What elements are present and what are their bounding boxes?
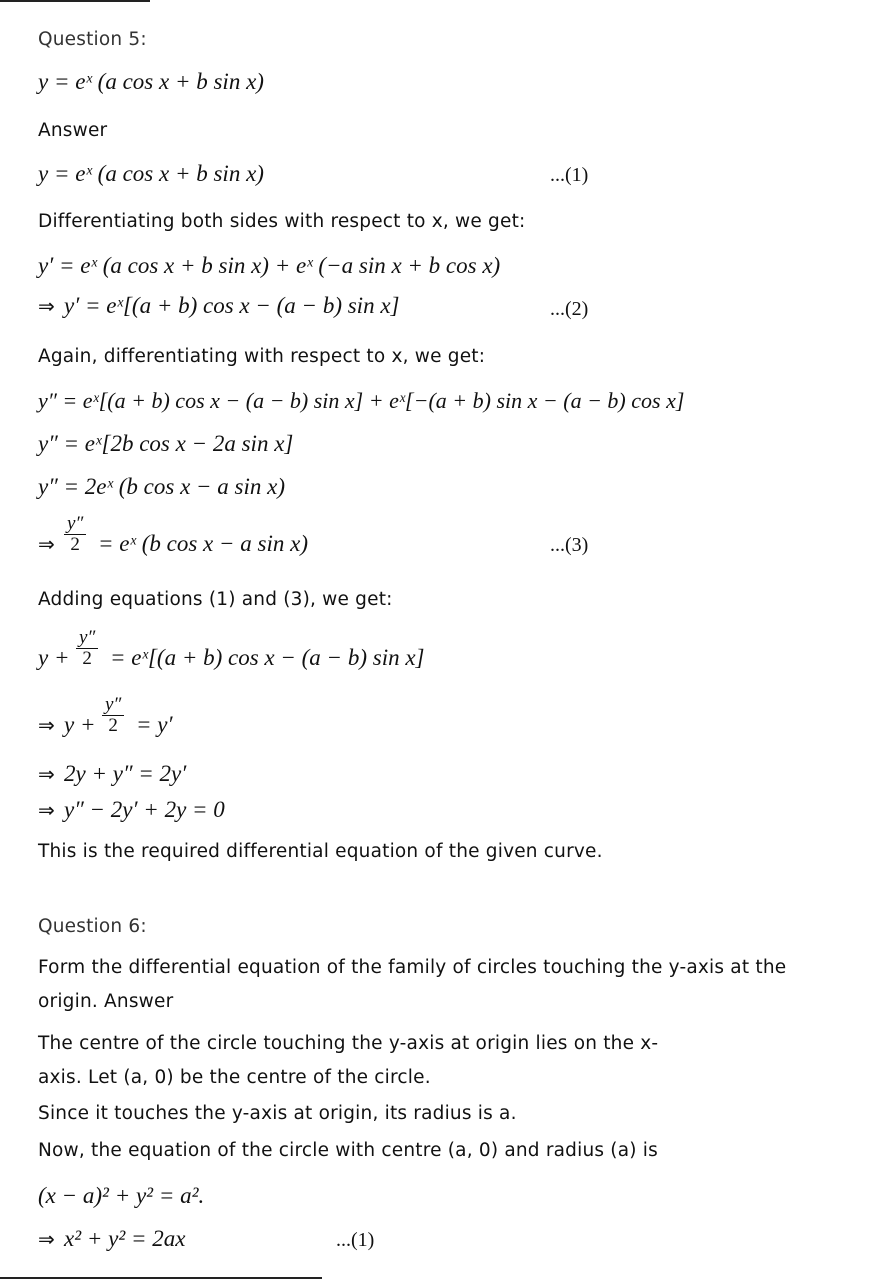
step-3-equation: y″ − 2y′ + 2y = 0 xyxy=(64,797,225,822)
answer-label: Answer xyxy=(38,120,108,141)
step-2-equation: 2y + y″ = 2y′ xyxy=(64,761,187,786)
second-derivative-line-1: y″ = eˣ[(a + b) cos x − (a − b) sin x] + eˣ[−(a + b) sin x − (a − b) cos x] xyxy=(38,388,685,413)
implies-arrow: ⇒ xyxy=(38,532,55,556)
fraction-numerator: y″ xyxy=(64,514,86,535)
question-5-heading: Question 5: xyxy=(38,29,147,50)
implies-arrow: ⇒ xyxy=(38,294,55,318)
second-derivative-line-4: = eˣ (b cos x − a sin x) xyxy=(98,531,308,556)
fraction-numerator: y″ xyxy=(76,628,98,649)
equation-1-tag: ...(1) xyxy=(550,164,589,186)
fraction-denominator: 2 xyxy=(82,648,92,669)
second-derivative-line-2: y″ = eˣ[2b cos x − 2a sin x] xyxy=(38,431,294,456)
q6-paragraph-1-line-2: axis. Let (a, 0) be the centre of the circle. xyxy=(38,1067,431,1088)
implies-arrow: ⇒ xyxy=(38,1227,55,1251)
step-1-rhs: = y′ xyxy=(136,712,173,737)
implies-arrow: ⇒ xyxy=(38,762,55,786)
first-derivative-line-2: y′ = eˣ[(a + b) cos x − (a − b) sin x] xyxy=(64,293,400,318)
q5-conclusion: This is the required differential equation of the given curve. xyxy=(38,841,603,862)
q6-prompt-line-1: Form the differential equation of the family of circles touching the y-axis at the xyxy=(38,957,787,978)
top-rule xyxy=(0,0,150,2)
equation-1: y = eˣ (a cos x + b sin x) xyxy=(38,161,264,186)
q5-given-equation: y = eˣ (a cos x + b sin x) xyxy=(38,69,264,94)
circle-equation-expanded: x² + y² = 2ax xyxy=(64,1226,186,1251)
implies-arrow: ⇒ xyxy=(38,798,55,822)
equation-3-tag: ...(3) xyxy=(550,534,589,556)
implies-arrow: ⇒ xyxy=(38,713,55,737)
fraction-numerator: y″ xyxy=(102,695,124,716)
first-derivative-line-1: y′ = eˣ (a cos x + b sin x) + eˣ (−a sin x + b cos x) xyxy=(38,253,501,278)
q6-paragraph-2: Since it touches the y-axis at origin, its radius is a. xyxy=(38,1103,517,1124)
bottom-rule xyxy=(0,1277,322,1279)
step-1-lhs: y + xyxy=(64,712,96,737)
again-differentiating-text: Again, differentiating with respect to x, we get: xyxy=(38,346,486,367)
fraction-denominator: 2 xyxy=(108,715,118,736)
question-6-heading: Question 6: xyxy=(38,916,147,937)
fraction-y-double-prime-over-2 xyxy=(102,695,124,736)
fraction-denominator: 2 xyxy=(70,534,80,555)
differentiating-text: Differentiating both sides with respect to x, we get: xyxy=(38,211,526,232)
q6-equation-1-tag: ...(1) xyxy=(336,1229,375,1251)
q6-prompt-line-2: origin. Answer xyxy=(38,991,174,1012)
sum-lhs: y + xyxy=(38,645,70,670)
q6-paragraph-1-line-1: The centre of the circle touching the y-axis at origin lies on the x- xyxy=(38,1033,659,1054)
fraction-y-double-prime-over-2 xyxy=(76,628,98,669)
adding-equations-text: Adding equations (1) and (3), we get: xyxy=(38,589,393,610)
second-derivative-line-3: y″ = 2eˣ (b cos x − a sin x) xyxy=(38,474,286,499)
equation-2-tag: ...(2) xyxy=(550,298,589,320)
fraction-y-double-prime-over-2 xyxy=(64,514,86,555)
q6-paragraph-3: Now, the equation of the circle with centre (a, 0) and radius (a) is xyxy=(38,1140,658,1161)
sum-rhs: = eˣ[(a + b) cos x − (a − b) sin x] xyxy=(110,645,425,670)
circle-equation: (x − a)² + y² = a². xyxy=(38,1183,205,1208)
